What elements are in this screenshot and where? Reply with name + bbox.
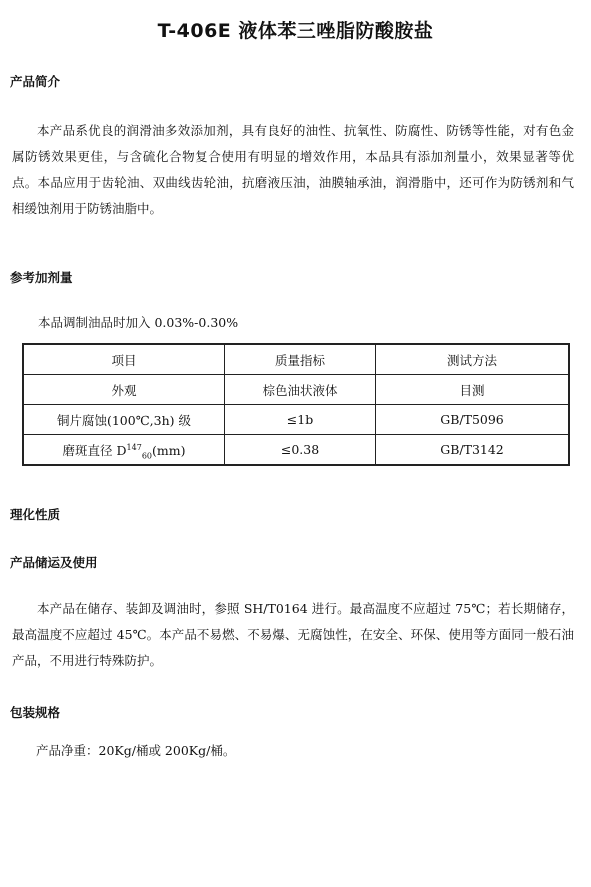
section-heading-storage: 产品储运及使用 [10,555,98,570]
table-row [23,405,569,435]
table-cell: GB/T5096 [376,405,570,435]
storage-paragraph: 本产品在储存、装卸及调油时，参照 SH/T0164 进行。最高温度不应超过 75℃；若长期储存，最高温度不应超过 45℃。本产品不易燃、不易爆、无腐蚀性，在安全、环保、使用等方面同一般石油产品，不用进行特殊防护。 [12,601,574,668]
table-header-row [23,344,569,375]
wear-scar-unit: (mm) [152,442,186,458]
table-header-cell: 项目 [23,344,225,375]
spec-table [22,343,570,466]
table-row [23,375,569,405]
dosage-text: 本品调制油品时加入 0.03%-0.30% [38,315,239,330]
table-cell: 目测 [376,375,570,405]
table-header-cell: 测试方法 [376,344,570,375]
section-heading-intro: 产品简介 [10,74,61,89]
table-cell: 铜片腐蚀(100℃,3h) 级 [23,405,225,435]
table-cell: GB/T3142 [376,435,570,466]
intro-paragraph: 本产品系优良的润滑油多效添加剂，具有良好的油性、抗氧性、防腐性、防锈等性能，对有色金属防锈效果更佳，与含硫化合物复合使用有明显的增效作用，本品具有添加剂量小，效果显著等优点。本品应用于齿轮油、双曲线齿轮油，抗磨液压油，油膜轴承油，润滑脂中，还可作为防锈剂和气相缓蚀剂用于防锈油脂中。 [12,123,574,216]
table-header-cell: 质量指标 [225,344,376,375]
wear-scar-sup: 147 [126,442,142,452]
wear-scar-label: 磨斑直径 D [62,442,127,458]
packaging-text: 产品净重：20Kg/桶或 200Kg/桶。 [36,743,236,758]
section-heading-properties: 理化性质 [10,507,61,522]
table-cell: 棕色油状液体 [225,375,376,405]
table-cell: ≤1b [225,405,376,435]
section-heading-dosage: 参考加剂量 [10,270,73,285]
table-cell: ≤0.38 [225,435,376,466]
table-cell: 外观 [23,375,225,405]
table-row [23,435,569,466]
page-title: T-406E 液体苯三唑脂防酸胺盐 [157,20,434,42]
section-heading-packaging: 包装规格 [10,705,61,720]
table-cell [23,435,225,466]
wear-scar-sub: 60 [141,451,152,460]
